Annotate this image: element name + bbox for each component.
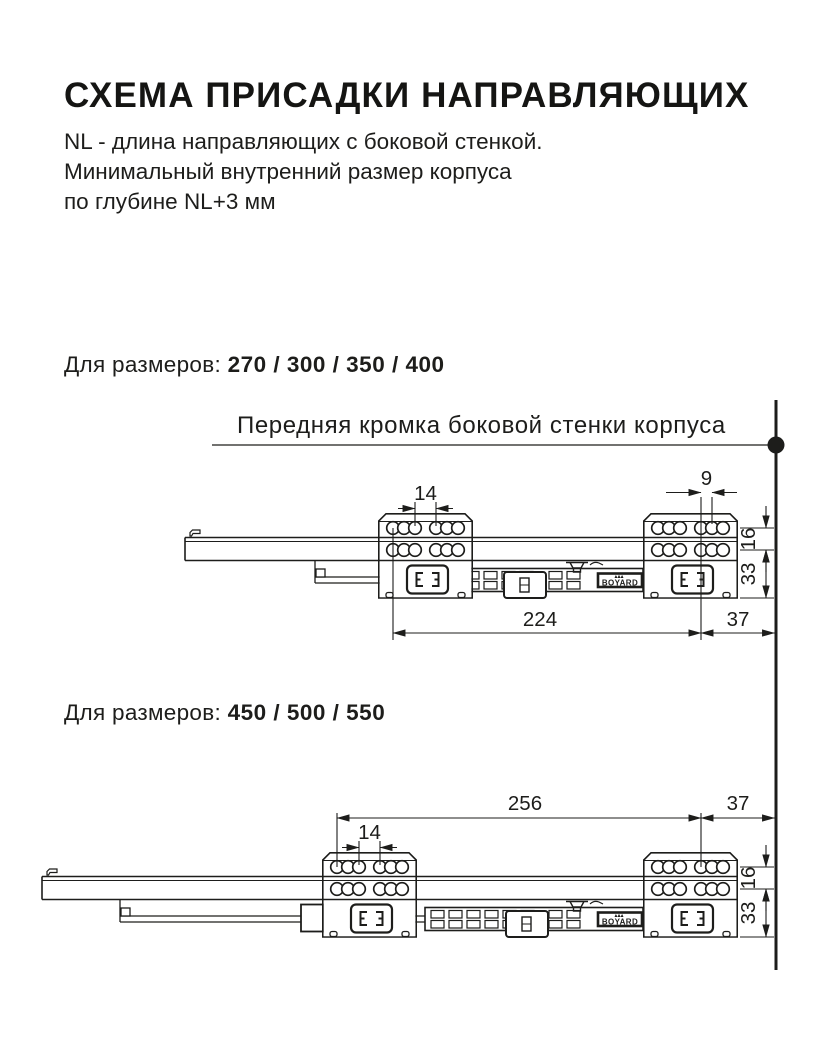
section-1-sizes: 270 / 300 / 350 / 400 [227, 352, 445, 377]
intro-line-2: Минимальный внутренний размер корпуса [64, 159, 512, 184]
intro-text [64, 127, 543, 217]
rail-end-hook [190, 530, 200, 536]
rail-end-hook [47, 869, 57, 875]
section-2-sizes: 450 / 500 / 550 [227, 700, 386, 725]
dim-rear-hole-to-edge-2: 256 [507, 792, 543, 815]
section-1-label: Для размеров: [64, 352, 222, 377]
dim-row-to-bottom-2: 33 [737, 901, 760, 925]
slide-drawing-450-550 [42, 792, 775, 937]
intro-line-3: по глубине NL+3 мм [64, 189, 276, 214]
intro-line-1: NL - длина направляющих с боковой стенкой. [64, 129, 543, 154]
dim-row-spacing-1: 16 [737, 527, 760, 551]
page-title: СХЕМА ПРИСАДКИ НАПРАВЛЯЮЩИХ [64, 76, 750, 115]
dim-row-to-bottom-1: 33 [737, 562, 760, 586]
brand-text: BOYARD [601, 917, 639, 927]
boyard-logo [598, 913, 642, 927]
front-edge-dot [768, 437, 785, 454]
boyard-logo [598, 574, 642, 588]
section-2-label: Для размеров: [64, 700, 222, 725]
slide-drawing-270-400 [185, 467, 775, 640]
dim-hole-pitch-rear-2: 14 [358, 821, 381, 844]
dim-rear-hole-to-edge-1: 224 [522, 608, 558, 631]
dim-hole-pitch-front-1: 9 [700, 467, 713, 490]
dim-front-hole-to-edge-2: 37 [726, 792, 750, 815]
dim-hole-pitch-rear-1: 14 [414, 482, 437, 505]
brand-text: BOYARD [601, 578, 639, 588]
front-edge-label: Передняя кромка боковой стенки корпуса [237, 412, 726, 439]
section-1-header [64, 352, 445, 378]
dim-row-spacing-2: 16 [737, 866, 760, 890]
technical-drawings [0, 392, 829, 992]
dim-front-hole-to-edge-1: 37 [726, 608, 750, 631]
